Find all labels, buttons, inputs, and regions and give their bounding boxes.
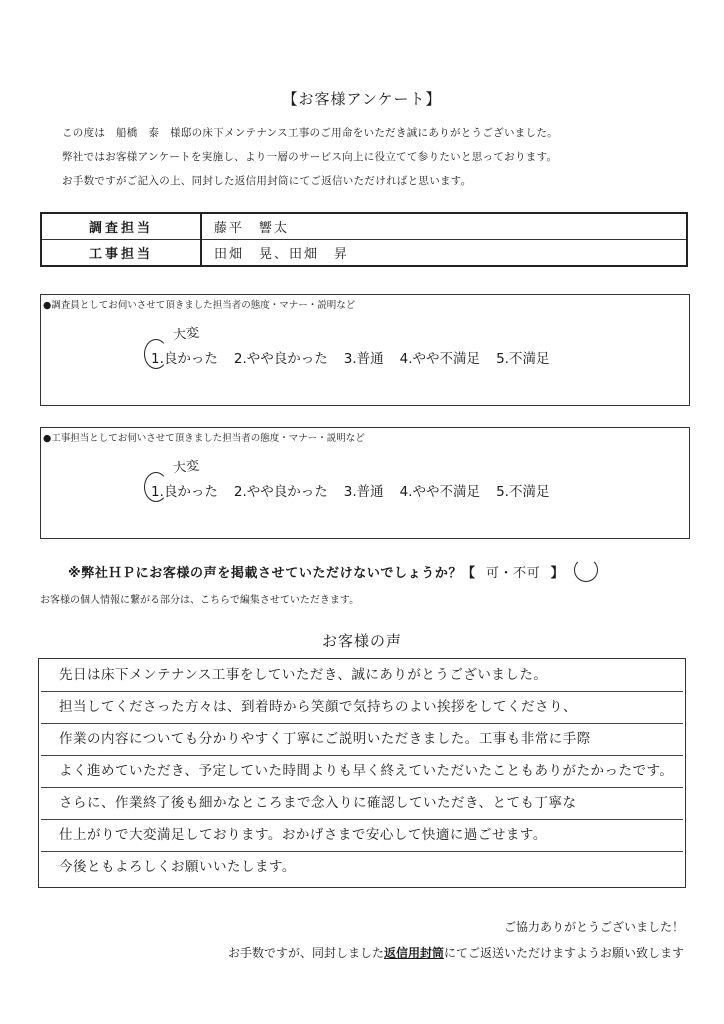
q1-option-1[interactable]: 1.良かった [151, 351, 218, 367]
hp-bracket-close: 】 [550, 566, 565, 581]
return-envelope-label: 返信用封筒 [383, 946, 444, 960]
intro-line-2: 弊社ではお客様アンケートを実施し、より一層のサービス向上に役立てて参りたいと思っております。 [62, 151, 558, 163]
q1-option-4[interactable]: 4.やや不満足 [399, 351, 481, 367]
survey-staff-name: 藤平 響太 [201, 213, 687, 240]
q1-rating-options [151, 347, 565, 367]
hp-option-yes[interactable]: 可 [485, 566, 500, 581]
q2-option-2[interactable]: 2.やや良かった [233, 484, 328, 500]
hp-option-separator: ・ [499, 566, 514, 581]
construction-staff-rating-box [40, 427, 690, 539]
q2-option-4[interactable]: 4.やや不満足 [399, 484, 481, 500]
return-instructions-pre: お手数ですが、同封しました [227, 946, 384, 960]
thanks-message: ご協力ありがとうございました！ [503, 920, 684, 934]
construction-staff-name: 田畑 晃、田畑 昇 [201, 240, 687, 267]
q2-question: ●工事担当としてお伺いさせて頂きました担当者の態度・マナー・説明など [43, 433, 365, 444]
privacy-note: お客様の個人情報に繋がる部分は、こちらで編集させていただきます。 [40, 595, 360, 606]
hp-option-no[interactable]: 不可 [513, 566, 541, 581]
q1-question: ●調査員としてお伺いさせて頂きました担当者の態度・マナー・説明など [43, 300, 356, 311]
return-instructions-post: にてご返送いただけますようお願い致します [443, 946, 684, 960]
voice-line-3: 作業の内容についても分かりやすく丁寧にご説明いただきました。工事も非常に手際 [41, 723, 683, 756]
survey-staff-label: 調査担当 [41, 213, 201, 240]
q2-option-5[interactable]: 5.不満足 [496, 484, 550, 500]
q2-option-3[interactable]: 3.普通 [343, 484, 384, 500]
voice-line-6: 仕上がりで大変満足しております。おかげさまで安心して快適に過ごせます。 [41, 819, 683, 852]
intro-line-3: お手数ですがご記入の上、同封した返信用封筒にてご返信いただければと思います。 [62, 175, 472, 187]
intro-line-1: この度は 船橋 泰 様邸の床下メンテナンス工事のご用命をいただき誠にありがとうございました。 [62, 127, 558, 139]
voice-line-2: 担当してくださった方々は、到着時から笑顔で気持ちのよい挨拶をしてくださり、 [41, 691, 683, 724]
customer-voice-title: お客様の声 [321, 632, 402, 650]
return-instructions [228, 944, 684, 961]
survey-staff-rating-box [40, 294, 690, 406]
q1-option-3[interactable]: 3.普通 [343, 351, 384, 367]
hp-selection-circle [574, 558, 598, 582]
customer-voice-box [38, 658, 686, 888]
hp-consent-question [68, 562, 564, 581]
hp-question-text: ※弊社ＨＰにお客様の声を掲載させていただけないでしょうか？【 [68, 566, 476, 581]
staff-row-construction [41, 240, 687, 267]
q1-option-2[interactable]: 2.やや良かった [233, 351, 328, 367]
construction-staff-label: 工事担当 [41, 240, 201, 267]
voice-line-7: 今後ともよろしくお願いいたします。 [59, 859, 296, 875]
q2-rating-options [151, 480, 565, 500]
voice-line-4: よく進めていただき、予定していた時間よりも早く終えていただいたこともありがたかったです。 [41, 755, 683, 788]
q2-handwritten-note: 大変 [172, 458, 200, 477]
staff-row-survey [41, 213, 687, 240]
q1-handwritten-note: 大変 [172, 325, 200, 344]
q2-option-1[interactable]: 1.良かった [151, 484, 218, 500]
staff-table [40, 212, 688, 267]
voice-line-5: さらに、作業終了後も細かなところまで念入りに確認していただき、とても丁寧な [41, 787, 683, 820]
voice-line-1: 先日は床下メンテナンス工事をしていただき、誠にありがとうございました。 [41, 659, 683, 692]
page-title: 【お客様アンケート】 [282, 90, 442, 108]
q1-option-5[interactable]: 5.不満足 [496, 351, 550, 367]
